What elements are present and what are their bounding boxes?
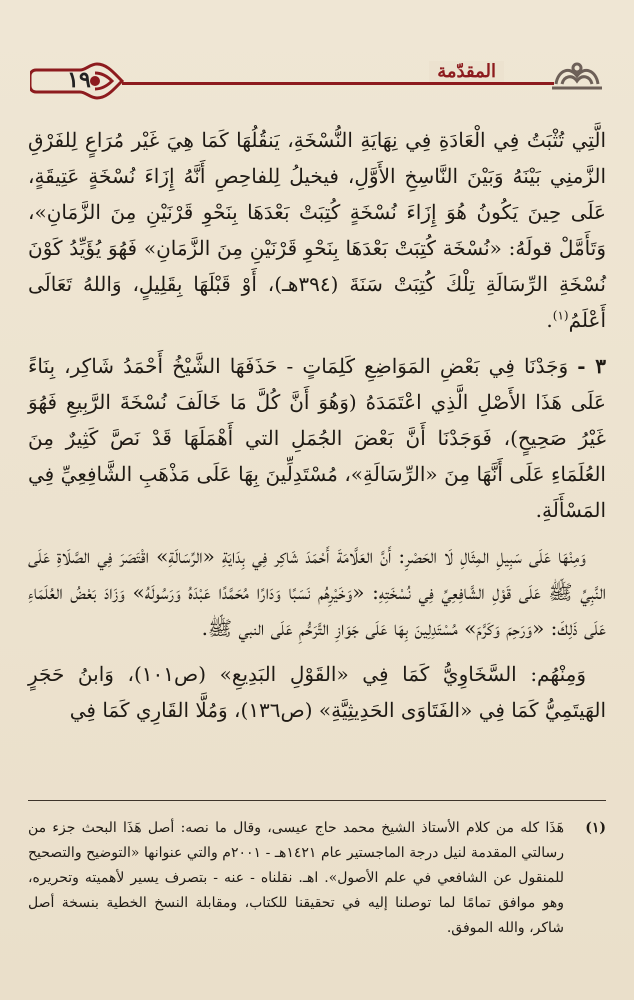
paragraph-3 xyxy=(28,538,606,646)
paragraph-1-end: . xyxy=(546,308,553,332)
paragraph-1 xyxy=(28,122,606,338)
paragraph-3-text: وَمِنْهَا عَلَى سَبِيلِ المِثَالِ لَا الحَصْرِ: أَنَّ العَلَّامَةَ أَحْمَدَ شَاكِر فِي بِدَايَةِ «الرِّسَالَةِ» اقْتَصَرَ فِي الصَّلَاةِ عَلَى النَّبِيِّ ﷺ عَلَى قَوْلِ الشَّافِعِيِّ فِي نُسْخَتِهِ: «وَخَيْرِهُم نَسَبًا وَدَارًا مُحَمَّدًا عَبْدَهُ وَرَسُولَهُ» وَزَادَ بَعْضُ العُلَمَاءِ عَلَى ذَلِكَ: «وَرَحِمَ وَكَرَّمَ» مُسْتَدِلِينَ بِهَا عَلَى جَوَازِ التَّرَحُّمِ عَلَى النبي ﷺ. xyxy=(28,544,606,640)
paragraph-4 xyxy=(28,656,606,728)
header-rule xyxy=(122,82,554,85)
page-header xyxy=(30,62,606,102)
main-text xyxy=(28,122,606,738)
page-number: ١٩ xyxy=(67,67,91,93)
paragraph-2 xyxy=(28,348,606,528)
ornament-icon xyxy=(548,56,606,100)
footnote-label: (١) xyxy=(585,820,606,836)
paragraph-1-text: الَّتِي تُثْبَتُ فِي الْعَادَةِ فِي نِهَايَةِ النُّسْخَةِ، يَنقُلُهَا كَمَا هِيَ غَيْر مُرَاعٍ لِلفَرْقِ الزَّمنِي بَيْنَهُ وَبَيْنَ النَّاسِخِ الأَوَّلِ، فيخيلُ لِلفاحِصِ أَنَّهُ إِزَاءَ نُسْخَةٍ عَتِيقَةٍ، عَلَى حِينَ يَكُونُ هُوَ إِزَاءَ نُسْخَةٍ كُتِبَتْ بَعْدَهَا بِنَحْوِ قَرْنَيْنِ مِنَ الزَّمَانِ»، وَتَأَمَّلْ قولَهُ: «نُسْخَة كُتِبَتْ بَعْدَهَا بِنَحْوِ قَرْنَيْنِ مِنَ الزَّمَانِ» فَهُوَ يُؤَيِّدُ كَوْنَ نُسْخَةِ الرِّسَالَةِ تِلْكَ كُتِبَتْ سَنَةَ (٣٩٤هـ)، أَوْ قَبْلَهَا بِقَلِيلٍ، وَاللهُ تَعَالَى أَعْلَمُ xyxy=(28,128,606,332)
footnote-ref: (١) xyxy=(552,308,569,323)
footnote xyxy=(28,816,606,941)
footnote-text: هَذَا كله من كلام الأستاذ الشيخ محمد حاج عيسى، وقال ما نصه: أصل هَذَا البحث جزء من رسالتي المقدمة لنيل درجة الماجستير عام ١٤٢١هـ - ٢٠٠١م والتي عنوانها «التوضيح والتصحيح للمنقول عن الشافعي في علم الأصول». اهـ. نقلناه - عنه - بتصرف يسير لأهميته وتحريره، وهو موافق تمامًا لما توصلنا إليه في تحقيقنا للكتاب، ومقابلة النسخ الخطية بنسخة أصل شاكر، والله الموفق. xyxy=(28,820,564,936)
paragraph-4-text: وَمِنْهُم: السَّخَاوِيُّ كَمَا فِي «القَوْلِ البَدِيعِ» (ص١٠١)، وَابنُ حَجَرٍ الهَيتَمِيُّ كَمَا فِي «الفَتَاوَى الحَدِيثِيَّةِ» (ص١٣٦)، وَمُلَّا القَارِي كَمَا فِي xyxy=(28,662,606,722)
footnote-divider xyxy=(28,800,606,801)
chapter-title: المقدّمة xyxy=(429,61,504,82)
paragraph-2-text: وَجَدْنَا فِي بَعْضِ المَوَاضِعِ كَلِمَاتٍ - حَذَفَهَا الشَّيْخُ أَحْمَدُ شَاكِر، بِنَاءً عَلَى هَذَا الأَصْلِ الَّذِي اعْتَمَدَهُ (وَهُوَ أَنَّ كُلَّ مَا خَالَفَ نُسْخَةَ الرَّبِيعِ فَهُوَ غَيْرُ صَحِيحٍ)، فَوَجَدْنَا أَنَّ بَعْضَ الجُمَلِ التي أَهْمَلَهَا قَدْ نَصَّ كَثِيرٌ مِنَ العُلَمَاءِ عَلَى أَنَّهَا مِنَ «الرِّسَالَةِ»، مُسْتَدِلِّينَ بِهَا عَلَى مَذْهَبِ الشَّافِعِيِّ فِي المَسْأَلَةِ. xyxy=(28,354,606,522)
item-number-3: ٣ - xyxy=(577,354,607,378)
